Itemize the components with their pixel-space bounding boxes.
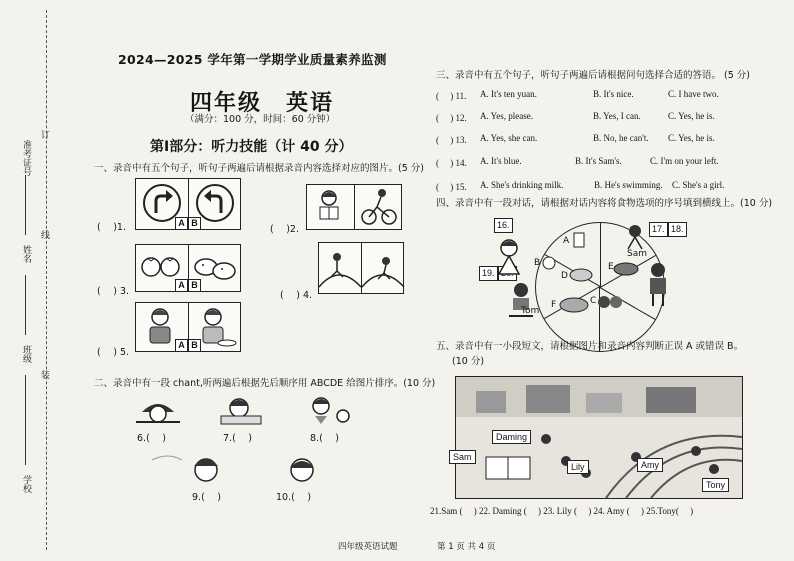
q14-number: ( ) 14. <box>436 158 467 168</box>
picture-4b <box>361 243 404 293</box>
chant-picture-10 <box>278 452 328 486</box>
name-label: 姓名 <box>21 245 31 263</box>
item-6-label: 6.( ) <box>137 433 166 444</box>
boy-standing-icon <box>644 262 672 308</box>
exam-title: 2024—2025 学年第一学期学业质量素养监测 <box>118 52 387 67</box>
q15-option-a: A. She's drinking milk. <box>480 180 564 190</box>
answer-box-19[interactable]: 19. <box>479 266 498 281</box>
pizza-icon <box>558 295 590 315</box>
picture-1 <box>135 178 241 230</box>
item-8-label: 8.( ) <box>310 433 339 444</box>
child-cycling-downhill-icon <box>362 243 404 293</box>
noodles-icon <box>567 263 595 283</box>
lily-tag: Lily <box>567 460 589 474</box>
q12-option-c: C. Yes, he is. <box>668 111 715 121</box>
answer-box-18[interactable]: 18. <box>668 222 687 237</box>
section3-instruction: 三、录音中有五个句子，听句子两遍后请根据问句选择合适的答语。 (5 分) <box>436 70 750 81</box>
daming-tag: Daming <box>492 430 531 444</box>
item-10-label: 10.( ) <box>276 492 312 503</box>
food-letter-f: F <box>551 300 557 310</box>
item-3-label: ( ) 3. <box>97 286 130 297</box>
item-4-label: ( ) 4. <box>280 290 313 301</box>
drink-icon <box>567 230 591 250</box>
q12-option-a: A. Yes, please. <box>480 111 533 121</box>
item-9-label: 9.( ) <box>192 492 221 503</box>
grade-subject: 四年级 英语 <box>190 91 335 116</box>
item-1-label: ( )1. <box>97 222 126 233</box>
picture-2 <box>306 184 402 230</box>
chant-picture-8 <box>301 392 357 426</box>
vegetables-icon <box>596 290 626 312</box>
ab-boxes-1: A B <box>175 217 201 230</box>
picture-4a <box>319 243 361 293</box>
q11-option-c: C. I have two. <box>668 89 719 99</box>
chant-picture-6 <box>132 392 184 426</box>
q13-option-a: A. Yes, she can. <box>480 133 538 143</box>
boy-cycling-icon <box>355 185 402 229</box>
food-letter-d: D <box>561 271 568 281</box>
child-cycling-hill-icon <box>319 243 361 293</box>
q11-option-b: B. It's nice. <box>593 89 634 99</box>
answer-box-16[interactable]: 16. <box>494 218 513 233</box>
item-5-label: ( ) 5. <box>97 347 130 358</box>
food-letter-c: C <box>590 296 597 306</box>
q15-option-c: C. She's a girl. <box>672 180 725 190</box>
picture-2a <box>307 185 354 229</box>
q11-number: ( ) 11. <box>436 91 467 101</box>
school-label: 学校 <box>21 475 31 493</box>
name-line <box>25 275 26 335</box>
sam-tag: Sam <box>449 450 476 464</box>
q11-option-a: A. It's ten yuan. <box>480 89 537 99</box>
food-letter-a: A <box>563 236 570 246</box>
q13-number: ( ) 13. <box>436 135 467 145</box>
q14-option-a: A. It's blue. <box>480 156 522 166</box>
seal-char-3: 装 <box>39 370 49 379</box>
chant-picture-7 <box>213 392 269 426</box>
section5-points: (10 分) <box>452 356 485 367</box>
tom-name: Tom <box>521 306 540 316</box>
food-letter-b: B <box>534 258 541 268</box>
girl-reading-icon <box>307 185 354 229</box>
food-letter-e: E <box>608 262 614 272</box>
q14-option-c: C. I'm on your left. <box>650 156 719 166</box>
ab-boxes-5: A B <box>175 339 201 352</box>
playground-scene <box>455 376 743 499</box>
picture-4 <box>318 242 404 294</box>
picture-2b <box>354 185 402 229</box>
item-2-label: ( )2. <box>270 224 299 235</box>
q12-number: ( ) 12. <box>436 113 467 123</box>
class-label: 班级 <box>21 345 31 363</box>
section5-answer-line: 21.Sam ( ) 22. Daming ( ) 23. Lily ( ) 24. Amy ( ) 25.Tony( ) <box>430 506 694 516</box>
q13-option-b: B. No, he can't. <box>593 133 649 143</box>
section4-instruction: 四、录音中有一段对话，请根据对话内容将食物选项的序号填到横线上。(10 分) <box>436 198 773 209</box>
sam-figure-icon <box>622 223 648 251</box>
binding-strip <box>0 0 58 561</box>
part1-title: 第Ⅰ部分：听力技能（计 40 分） <box>150 139 353 155</box>
q15-number: ( ) 15. <box>436 182 467 192</box>
q14-option-b: B. It's Sam's. <box>575 156 622 166</box>
seal-char-2: 线 <box>39 230 49 239</box>
section5-instruction: 五、录音中有一小段短文，请根据图片和录音内容判断正误 A 或错误 B。 <box>436 341 744 352</box>
q15-option-b: B. He's swimming. <box>594 180 663 190</box>
sam-name-1: Sam <box>627 249 647 259</box>
exam-no-label: 准考证号 <box>21 140 31 176</box>
ab-boxes-3: A B <box>175 279 201 292</box>
score-info: （满分：100 分，时间：60 分钟） <box>185 114 336 125</box>
chant-picture-9 <box>148 450 238 488</box>
item-7-label: 7.( ) <box>223 433 252 444</box>
bread-icon <box>540 254 558 272</box>
tony-tag: Tony <box>702 478 729 492</box>
picture-5 <box>135 302 241 352</box>
q13-option-c: C. Yes, he is. <box>668 133 715 143</box>
section1-instruction: 一、录音中有五个句子，听句子两遍后请根据录音内容选择对应的图片。(5 分) <box>94 163 424 174</box>
class-line <box>25 375 26 465</box>
picture-3 <box>135 244 241 292</box>
section2-instruction: 二、录音中有一段 chant,听两遍后根据先后顺序用 ABCDE 给图片排序。(10 分) <box>94 378 436 389</box>
amy-tag: Amy <box>637 458 663 472</box>
q12-option-b: B. Yes, I can. <box>593 111 641 121</box>
girl-at-table-icon <box>483 234 535 278</box>
seal-char-1: 订 <box>39 130 49 139</box>
cut-line <box>46 10 47 550</box>
answer-box-17[interactable]: 17. <box>649 222 668 237</box>
footer-subject: 四年级英语试题 <box>338 542 398 552</box>
footer-page: 第 1 页 共 4 页 <box>437 542 496 552</box>
exam-no-line <box>25 175 26 235</box>
